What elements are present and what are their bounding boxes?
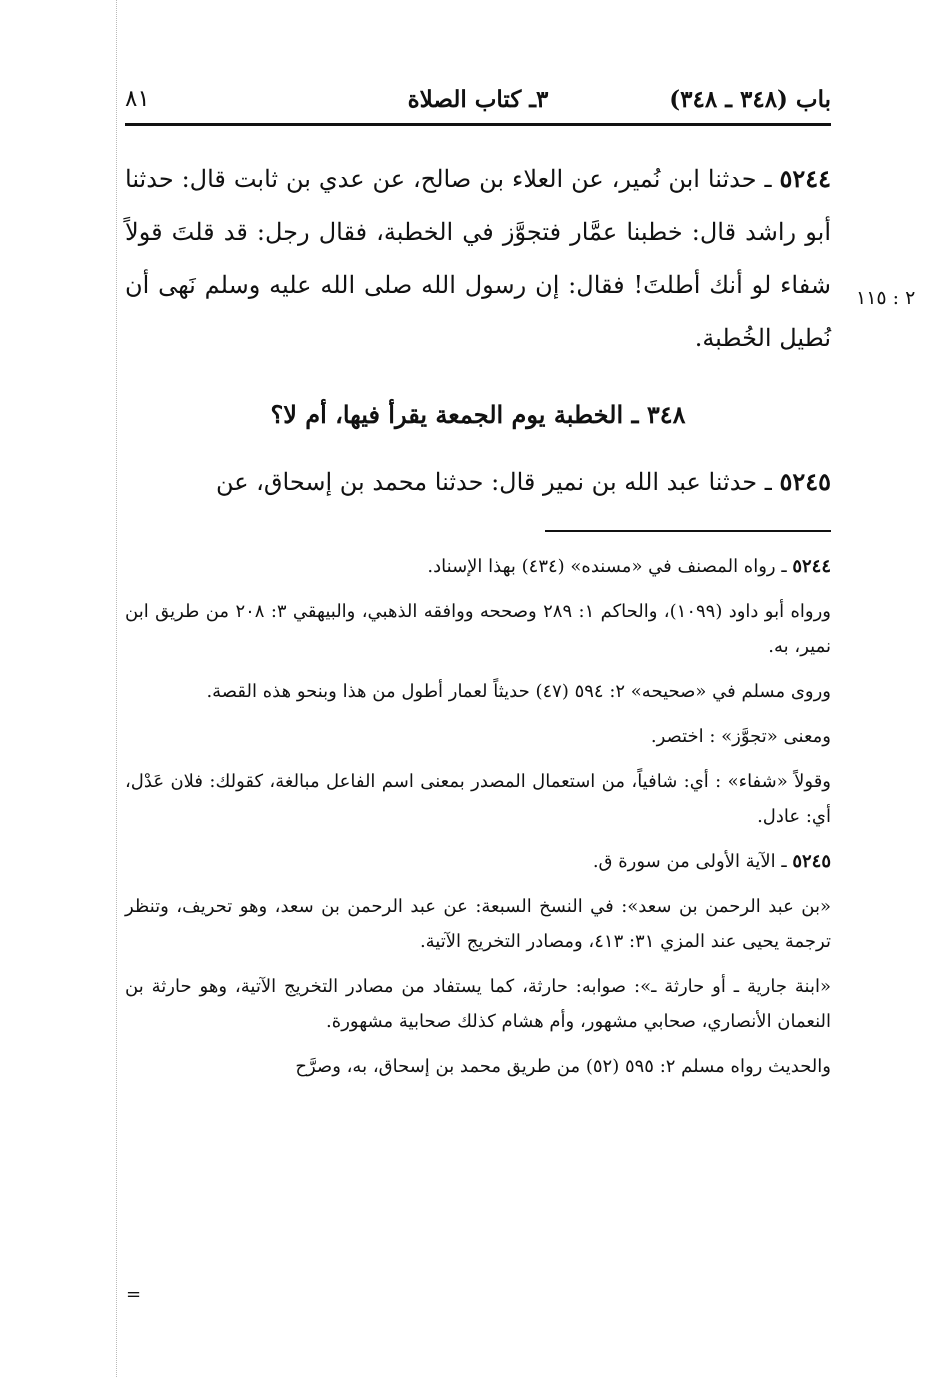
footnote xyxy=(125,674,831,709)
page-number: ٨١ xyxy=(125,86,150,112)
footnote-separator xyxy=(545,530,831,532)
footnotes xyxy=(125,549,831,1094)
section-heading: ٣٤٨ ـ الخطبة يوم الجمعة يقرأ فيها، أم لا؟ xyxy=(270,400,686,429)
footnote-text: ومعنى «تجوَّز» : اختصر. xyxy=(650,726,831,747)
header-chapter: باب (٣٤٨ ـ ٣٤٨) xyxy=(669,86,831,113)
footnote xyxy=(125,889,831,959)
hadith-text: ـ حدثنا عبد الله بن نمير قال: حدثنا محمد بن إسحاق، عن xyxy=(215,468,780,496)
header-book-title: ٣ـ كتاب الصلاة xyxy=(407,86,549,113)
footnote xyxy=(125,969,831,1039)
hadith-number: ٥٢٤٥ xyxy=(779,467,831,496)
footnote xyxy=(125,594,831,664)
margin-reference: ٢ : ١١٥ xyxy=(856,287,916,309)
footnote xyxy=(125,764,831,834)
footnote xyxy=(125,844,831,879)
footnote-number: ٥٢٤٤ xyxy=(792,556,831,577)
footnote xyxy=(125,1049,831,1084)
main-text xyxy=(125,152,831,509)
footnote-text: ـ رواه المصنف في «مسنده» (٤٣٤) بهذا الإسناد. xyxy=(427,556,793,577)
page-edge-rule xyxy=(116,0,117,1377)
footnote-text: «ابنة جارية ـ أو حارثة ـ»: صوابه: حارثة، كما يستفاد من مصادر التخريج الآتية، وهو حارثة بن النعمان الأنصاري، صحابي مشهور، وأم هشام كذلك صحابية مشهورة. xyxy=(125,976,831,1032)
hadith-5244 xyxy=(125,152,831,365)
hadith-number: ٥٢٤٤ xyxy=(779,164,831,193)
footnote xyxy=(125,549,831,584)
header-rule xyxy=(125,123,831,126)
hadith-text: ـ حدثنا ابن نُمير، عن العلاء بن صالح، عن عدي بن ثابت قال: حدثنا أبو راشد قال: خطبنا عمَّار فتجوَّز في الخطبة، فقال رجل: قد قلتَ قولاً شفاء لو أنك أطلتَ! فقال: إن رسول الله صلى الله عليه وسلم نَهى أن نُطيل الخُطبة. xyxy=(125,165,831,352)
continuation-mark: = xyxy=(126,1284,142,1305)
running-header xyxy=(125,80,831,120)
footnote-text: وقولاً «شفاء» : أي: شافياً، من استعمال المصدر بمعنى اسم الفاعل مبالغة، كقولك: فلان عَدْل، أي: عادل. xyxy=(125,771,831,827)
footnote-text: وروى مسلم في «صحيحه» ٢: ٥٩٤ (٤٧) حديثاً لعمار أطول من هذا وبنحو هذه القصة. xyxy=(206,681,831,702)
footnote-text: ـ الآية الأولى من سورة ق. xyxy=(592,851,793,872)
footnote-text: والحديث رواه مسلم ٢: ٥٩٥ (٥٢) من طريق محمد بن إسحاق، به، وصرَّح xyxy=(295,1056,831,1077)
footnote-number: ٥٢٤٥ xyxy=(792,851,831,872)
footnote-text: ورواه أبو داود (١٠٩٩)، والحاكم ١: ٢٨٩ وصححه ووافقه الذهبي، والبيهقي ٣: ٢٠٨ من طريق ابن نمير، به. xyxy=(125,601,831,657)
footnote xyxy=(125,719,831,754)
hadith-5245 xyxy=(125,455,831,509)
footnote-text: «بن عبد الرحمن بن سعد»: في النسخ السبعة: عن عبد الرحمن بن سعد، وهو تحريف، وتنظر ترجمة يحيى عند المزي ٣١: ٤١٣، ومصادر التخريج الآتية. xyxy=(125,896,831,952)
